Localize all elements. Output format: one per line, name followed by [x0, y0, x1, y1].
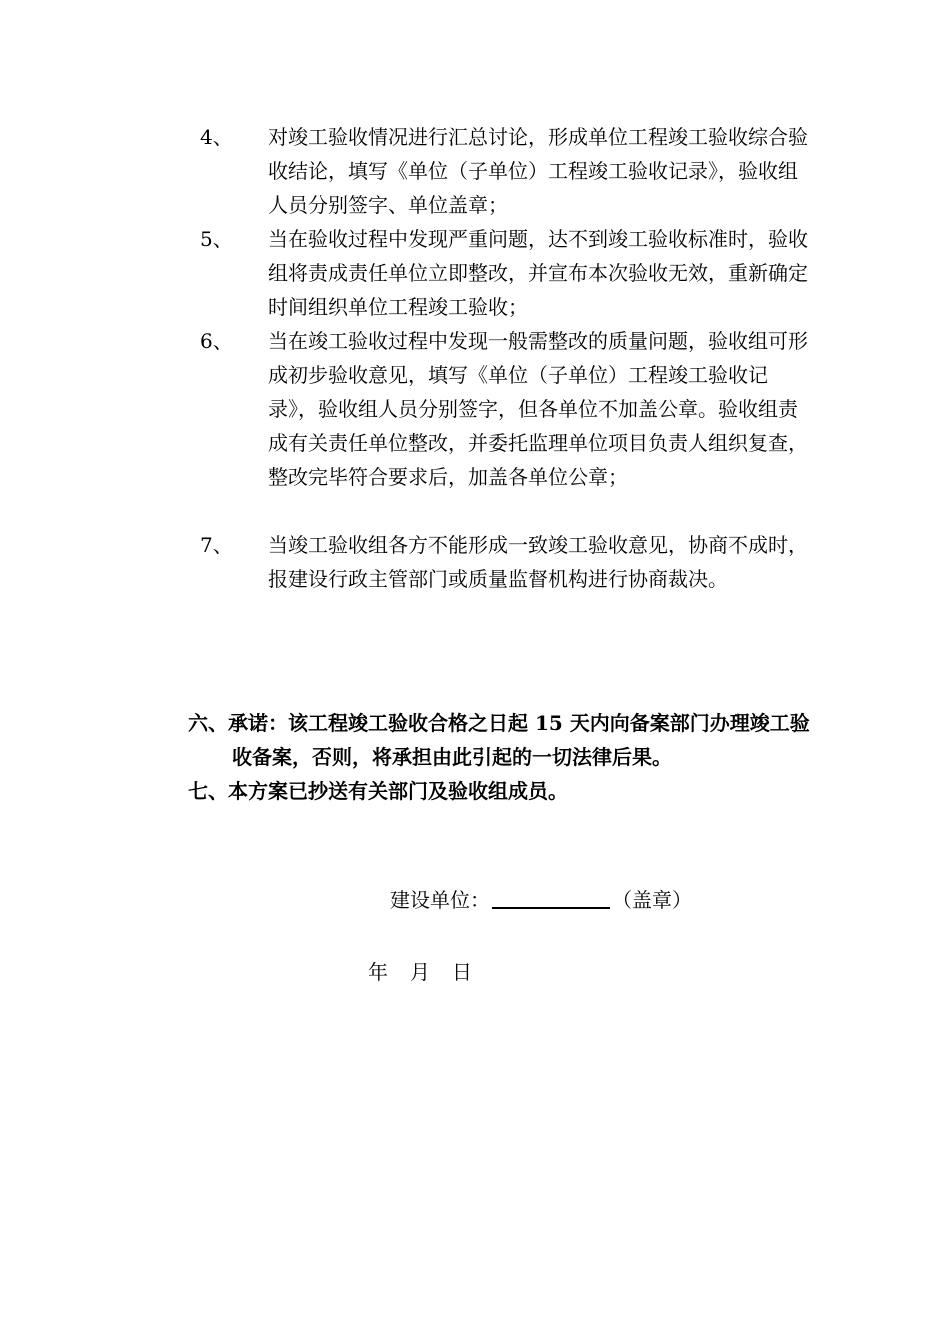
- item-text: 对竣工验收情况进行汇总讨论，形成单位工程竣工验收综合验收结论，填写《单位（子单位）工程竣工验收记录》，验收组人员分别签字、单位盖章；: [268, 125, 808, 217]
- section-distribution: 七、本方案已抄送有关部门及验收组成员。: [188, 779, 568, 803]
- list-item: [200, 120, 814, 222]
- signature-line: [390, 883, 692, 917]
- item-number: 4、: [200, 125, 233, 149]
- date-year: 年: [368, 960, 388, 984]
- list-item: [200, 222, 814, 324]
- item-text: 当竣工验收组各方不能形成一致竣工验收意见，协商不成时，报建设行政主管部门或质量监督机构进行协商裁决。: [268, 533, 808, 591]
- date-day: 日: [452, 960, 472, 984]
- signature-blank-field[interactable]: [492, 883, 610, 909]
- list-item: [200, 528, 814, 596]
- seal-note: （盖章）: [612, 888, 692, 912]
- list-item: [200, 324, 814, 494]
- item-number: 5、: [200, 227, 233, 251]
- date-line: [368, 955, 472, 989]
- signature-label: 建设单位：: [390, 888, 490, 912]
- item-number: 7、: [200, 533, 233, 557]
- date-month: 月: [410, 960, 430, 984]
- section-commitment: 六、承诺：该工程竣工验收合格之日起 15 天内向备案部门办理竣工验收备案，否则，将承担由此引起的一切法律后果。: [188, 711, 810, 769]
- item-text: 当在竣工验收过程中发现一般需整改的质量问题，验收组可形成初步验收意见，填写《单位（子单位）工程竣工验收记录》，验收组人员分别签字，但各单位不加盖公章。验收组责成有关责任单位整改，并委托监理单位项目负责人组织复查，整改完毕符合要求后，加盖各单位公章；: [268, 329, 808, 489]
- item-text: 当在验收过程中发现严重问题，达不到竣工验收标准时，验收组将责成责任单位立即整改，并宣布本次验收无效，重新确定时间组织单位工程竣工验收；: [268, 227, 808, 319]
- item-number: 6、: [200, 329, 233, 353]
